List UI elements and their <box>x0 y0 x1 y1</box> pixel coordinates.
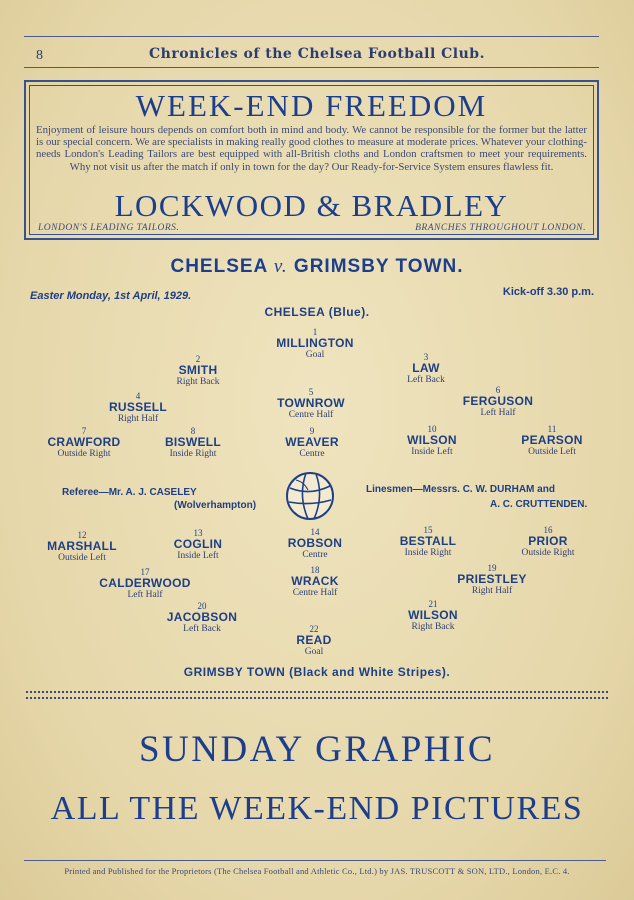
player-position: Centre Half <box>292 588 338 598</box>
player-name: BISWELL <box>164 435 222 449</box>
chelsea-player-8 <box>133 426 253 460</box>
player-number: 9 <box>309 426 315 436</box>
bottom-advert-title: SUNDAY GRAPHIC <box>138 729 496 770</box>
player-name: CRAWFORD <box>47 435 121 449</box>
player-position: Left Half <box>127 590 163 600</box>
player-name: SMITH <box>178 363 218 377</box>
chelsea-player-10 <box>372 424 492 458</box>
player-number: 16 <box>543 525 553 535</box>
player-name: CALDERWOOD <box>99 576 191 590</box>
advert-tagline-right: BRANCHES THROUGHOUT LONDON. <box>415 223 586 233</box>
chelsea-player-6 <box>438 385 558 419</box>
referee-name: Referee—Mr. A. J. CASELEY <box>62 487 197 498</box>
player-position: Inside Left <box>177 551 219 561</box>
player-position: Right Back <box>411 622 455 632</box>
player-position: Right Half <box>117 414 159 424</box>
chelsea-player-9 <box>252 426 372 460</box>
chelsea-player-3 <box>366 352 486 386</box>
player-position: Left Back <box>183 624 221 634</box>
player-name: FERGUSON <box>462 394 534 408</box>
player-name: PRIOR <box>528 534 568 548</box>
player-number: 17 <box>140 567 150 577</box>
player-position: Right Half <box>471 586 513 596</box>
footer-rule <box>24 860 606 861</box>
player-name: TOWNROW <box>277 396 345 410</box>
football-icon <box>284 470 336 522</box>
player-number: 7 <box>81 426 87 436</box>
player-name: READ <box>296 633 332 647</box>
player-number: 20 <box>197 601 207 611</box>
printer-imprint: Printed and Published for the Proprietors (The Chelsea Football and Athletic Co., Ltd.) by JAS. TRUSCOTT & SON, LTD., London, E.C. 4. <box>64 866 570 876</box>
referee <box>62 486 256 512</box>
player-position: Inside Right <box>404 548 452 558</box>
away-club-name: GRIMSBY TOWN. <box>293 256 464 277</box>
player-number: 6 <box>495 385 501 395</box>
match-title <box>0 256 634 278</box>
player-position: Outside Right <box>521 548 575 558</box>
home-club-name: CHELSEA <box>170 256 268 277</box>
grimsby-player-21 <box>373 599 493 633</box>
player-position: Inside Right <box>169 449 217 459</box>
player-number: 5 <box>308 387 314 397</box>
player-number: 1 <box>312 327 318 337</box>
player-position: Left Half <box>480 408 516 418</box>
dotted-divider-bottom <box>26 697 608 699</box>
player-position: Inside Left <box>411 447 453 457</box>
header-rule-bottom <box>24 67 599 68</box>
player-number: 15 <box>423 525 433 535</box>
player-name: RUSSELL <box>108 400 168 414</box>
chelsea-player-1 <box>255 327 375 361</box>
player-number: 4 <box>135 391 141 401</box>
player-name: PEARSON <box>521 433 583 447</box>
player-number: 3 <box>423 352 429 362</box>
player-name: COGLIN <box>173 537 223 551</box>
grimsby-player-17 <box>85 567 205 601</box>
player-name: WILSON <box>408 608 458 622</box>
dotted-divider-top <box>26 691 608 693</box>
chelsea-player-4 <box>78 391 198 425</box>
player-position: Centre <box>302 550 328 560</box>
player-name: WILSON <box>407 433 457 447</box>
chelsea-player-5 <box>251 387 371 421</box>
chelsea-player-2 <box>138 354 258 388</box>
referee-town: (Wolverhampton) <box>174 500 257 511</box>
player-name: JACOBSON <box>166 610 238 624</box>
player-name: LAW <box>412 361 440 375</box>
grimsby-player-14 <box>255 527 375 561</box>
player-position: Centre <box>299 449 325 459</box>
bottom-advert-subtitle: ALL THE WEEK-END PICTURES <box>50 790 584 827</box>
player-name: ROBSON <box>287 536 343 550</box>
player-position: Outside Left <box>528 447 576 457</box>
page-number: 8 <box>36 48 43 63</box>
player-number: 12 <box>77 530 87 540</box>
grimsby-player-18 <box>255 565 375 599</box>
player-number: 2 <box>195 354 201 364</box>
player-name: WRACK <box>291 574 339 588</box>
linesmen <box>366 482 587 512</box>
advert-tagline-left: LONDON'S LEADING TAILORS. <box>38 223 180 233</box>
player-number: 11 <box>547 424 557 434</box>
linesmen-line-1: Linesmen—Messrs. C. W. DURHAM and <box>366 484 555 495</box>
grimsby-player-22 <box>254 624 374 658</box>
player-number: 21 <box>428 599 438 609</box>
publication-title: Chronicles of the Chelsea Football Club. <box>149 46 485 62</box>
player-position: Centre Half <box>288 410 334 420</box>
versus-label: v. <box>273 256 288 277</box>
home-team-label: CHELSEA (Blue). <box>264 305 370 319</box>
player-name: MILLINGTON <box>276 336 354 350</box>
player-number: 22 <box>309 624 319 634</box>
player-position: Outside Right <box>57 449 111 459</box>
player-name: MARSHALL <box>47 539 117 553</box>
advert-headline: WEEK-END FREEDOM <box>135 88 488 123</box>
player-number: 8 <box>190 426 196 436</box>
player-name: WEAVER <box>285 435 339 449</box>
player-number: 10 <box>427 424 437 434</box>
grimsby-player-20 <box>142 601 262 635</box>
player-name: BESTALL <box>399 534 457 548</box>
header-rule-top <box>24 36 599 37</box>
player-position: Right Back <box>176 377 220 387</box>
player-number: 14 <box>310 527 320 537</box>
player-position: Outside Left <box>58 553 106 563</box>
player-position: Goal <box>304 647 324 657</box>
kickoff-time: Kick-off 3.30 p.m. <box>502 286 594 298</box>
grimsby-player-19 <box>432 563 552 597</box>
player-number: 13 <box>193 528 203 538</box>
player-name: PRIESTLEY <box>457 572 527 586</box>
player-number: 19 <box>487 563 497 573</box>
grimsby-player-16 <box>488 525 608 559</box>
chelsea-player-11 <box>492 424 612 458</box>
player-position: Left Back <box>407 375 445 385</box>
linesmen-line-2: A. C. CRUTTENDEN. <box>490 499 588 510</box>
grimsby-player-15 <box>368 525 488 559</box>
player-number: 18 <box>310 565 320 575</box>
grimsby-player-13 <box>138 528 258 562</box>
chelsea-player-7 <box>24 426 144 460</box>
advert-brand: LOCKWOOD & BRADLEY <box>114 188 509 223</box>
away-team-label: GRIMSBY TOWN (Black and White Stripes). <box>183 665 451 679</box>
grimsby-player-12 <box>22 530 142 564</box>
advert-body-text: Enjoyment of leisure hours depends on comfort both in mind and body. We cannot be responsible for the former but the latter is our special concern. We are specialists in making really good clothes to measure at moderate prices. Whatever your clothing-needs London's Leading Tailors are best equipped with all-British cloths and London craftsmen to meet your requirements. Why not visit us after the match if only in town for the day? Our Ready-for-Service System ensures flawless fit. <box>36 124 587 173</box>
player-position: Goal <box>305 350 325 360</box>
match-date: Easter Monday, 1st April, 1929. <box>30 290 192 302</box>
